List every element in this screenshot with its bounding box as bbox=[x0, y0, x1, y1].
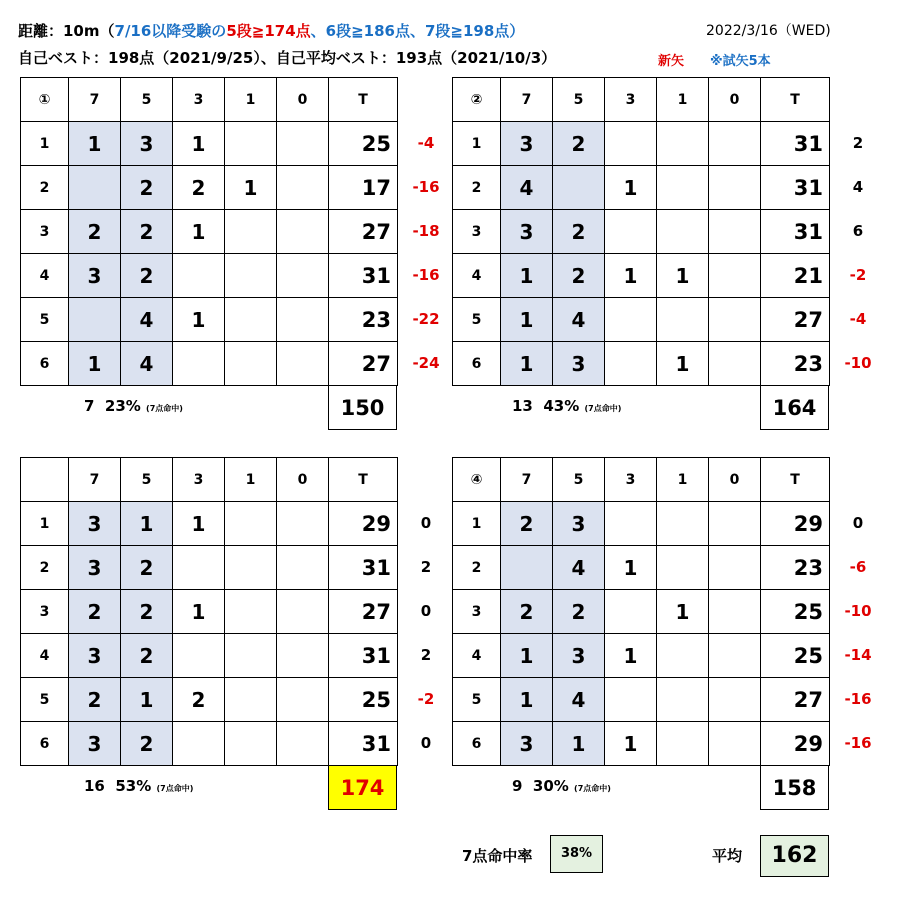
round-total: 164 bbox=[760, 386, 829, 430]
column-header-1: 1 bbox=[657, 78, 709, 122]
session-date: 2022/3/16（WED) bbox=[706, 23, 831, 39]
count-0-cell bbox=[709, 502, 761, 546]
count-3-cell bbox=[605, 210, 657, 254]
count-1-cell bbox=[657, 122, 709, 166]
end-number: 5 bbox=[21, 298, 69, 342]
count-0-cell bbox=[709, 678, 761, 722]
count-5-cell: 2 bbox=[121, 210, 173, 254]
count-3-cell bbox=[173, 546, 225, 590]
score-diff: -2 bbox=[849, 266, 867, 284]
count-1-cell bbox=[657, 678, 709, 722]
table-row bbox=[21, 546, 398, 590]
score-diff: -10 bbox=[844, 354, 872, 372]
exam-date-note: 7/16以降受験の bbox=[114, 22, 227, 40]
score-table bbox=[452, 457, 830, 766]
count-5-cell: 3 bbox=[553, 502, 605, 546]
count-1-cell bbox=[225, 634, 277, 678]
count-1-cell bbox=[225, 122, 277, 166]
count-7-cell: 2 bbox=[501, 502, 553, 546]
column-header-1: 1 bbox=[225, 458, 277, 502]
count-1-cell bbox=[657, 546, 709, 590]
count-0-cell bbox=[709, 634, 761, 678]
end-number: 6 bbox=[453, 342, 501, 386]
score-diff: -16 bbox=[412, 266, 440, 284]
count-3-cell: 2 bbox=[173, 678, 225, 722]
count-0-cell bbox=[709, 254, 761, 298]
end-total-cell: 17 bbox=[329, 166, 398, 210]
table-row bbox=[453, 210, 830, 254]
count-3-cell bbox=[605, 122, 657, 166]
column-header-7: 7 bbox=[501, 458, 553, 502]
end-number: 5 bbox=[21, 678, 69, 722]
column-header-7: 7 bbox=[501, 78, 553, 122]
count-5-cell: 2 bbox=[121, 590, 173, 634]
hit-count: 9 bbox=[512, 777, 523, 795]
count-0-cell bbox=[709, 722, 761, 766]
average-label: 平均 bbox=[712, 847, 743, 865]
table-row bbox=[453, 166, 830, 210]
count-5-cell: 2 bbox=[553, 254, 605, 298]
hit-percent: 43% bbox=[543, 397, 580, 415]
column-header-0: 0 bbox=[709, 458, 761, 502]
count-5-cell: 2 bbox=[553, 210, 605, 254]
count-1-cell bbox=[657, 722, 709, 766]
count-1-cell bbox=[225, 210, 277, 254]
count-1-cell bbox=[225, 254, 277, 298]
table-row bbox=[21, 722, 398, 766]
round-label bbox=[21, 458, 69, 502]
column-header-3: 3 bbox=[605, 78, 657, 122]
table-row bbox=[453, 298, 830, 342]
count-7-cell: 3 bbox=[69, 546, 121, 590]
count-7-cell: 3 bbox=[501, 210, 553, 254]
count-0-cell bbox=[709, 166, 761, 210]
count-3-cell bbox=[605, 298, 657, 342]
count-3-cell: 1 bbox=[173, 590, 225, 634]
count-7-cell: 1 bbox=[69, 122, 121, 166]
count-5-cell: 2 bbox=[553, 122, 605, 166]
end-total-cell: 29 bbox=[761, 722, 830, 766]
count-1-cell bbox=[657, 634, 709, 678]
column-header-3: 3 bbox=[605, 458, 657, 502]
score-diff: -2 bbox=[417, 690, 435, 708]
end-total-cell: 27 bbox=[329, 342, 398, 386]
count-5-cell bbox=[553, 166, 605, 210]
count-1-cell bbox=[657, 298, 709, 342]
count-3-cell: 1 bbox=[173, 210, 225, 254]
table-row bbox=[21, 254, 398, 298]
round-block-2 bbox=[452, 77, 872, 420]
end-number: 6 bbox=[21, 342, 69, 386]
count-7-cell: 2 bbox=[69, 210, 121, 254]
end-number: 1 bbox=[453, 502, 501, 546]
count-0-cell bbox=[709, 298, 761, 342]
count-7-cell: 3 bbox=[69, 722, 121, 766]
round-label: ① bbox=[21, 78, 69, 122]
count-1-cell bbox=[225, 298, 277, 342]
count-0-cell bbox=[277, 590, 329, 634]
hit-note: (7点命中) bbox=[574, 784, 611, 793]
table-row bbox=[453, 254, 830, 298]
count-5-cell: 2 bbox=[553, 590, 605, 634]
count-3-cell: 1 bbox=[605, 254, 657, 298]
count-1-cell bbox=[657, 210, 709, 254]
score-diff: -14 bbox=[844, 646, 872, 664]
count-5-cell: 4 bbox=[121, 342, 173, 386]
end-total-cell: 25 bbox=[761, 590, 830, 634]
count-7-cell: 1 bbox=[501, 342, 553, 386]
score-diff: 4 bbox=[852, 178, 864, 196]
round-total: 158 bbox=[760, 766, 829, 810]
hit-note: (7点命中) bbox=[584, 404, 622, 413]
count-5-cell: 3 bbox=[553, 342, 605, 386]
end-total-cell: 29 bbox=[761, 502, 830, 546]
count-0-cell bbox=[709, 122, 761, 166]
dan5-threshold: 5段≧174点 bbox=[226, 22, 311, 40]
hit-rate-value: 38% bbox=[550, 835, 603, 873]
count-5-cell: 3 bbox=[553, 634, 605, 678]
hit-count: 7 bbox=[84, 397, 95, 415]
count-7-cell: 3 bbox=[69, 254, 121, 298]
count-5-cell: 2 bbox=[121, 634, 173, 678]
end-number: 2 bbox=[21, 166, 69, 210]
count-3-cell bbox=[605, 342, 657, 386]
round-block-4 bbox=[452, 457, 872, 800]
count-5-cell: 4 bbox=[553, 298, 605, 342]
count-3-cell bbox=[605, 502, 657, 546]
round-total: 174 bbox=[328, 766, 397, 810]
score-table bbox=[20, 77, 398, 386]
end-total-cell: 21 bbox=[761, 254, 830, 298]
count-7-cell bbox=[69, 166, 121, 210]
count-5-cell: 2 bbox=[121, 722, 173, 766]
end-number: 5 bbox=[453, 678, 501, 722]
table-header-row bbox=[453, 78, 830, 122]
end-number: 4 bbox=[21, 634, 69, 678]
end-total-cell: 29 bbox=[329, 502, 398, 546]
hit-note: (7点命中) bbox=[146, 404, 183, 413]
column-header-total: T bbox=[761, 458, 830, 502]
count-5-cell: 1 bbox=[553, 722, 605, 766]
hit-count: 13 bbox=[512, 397, 533, 415]
count-7-cell: 3 bbox=[69, 634, 121, 678]
score-diff: 2 bbox=[852, 134, 864, 152]
count-3-cell bbox=[173, 722, 225, 766]
end-number: 4 bbox=[21, 254, 69, 298]
column-header-1: 1 bbox=[657, 458, 709, 502]
end-number: 6 bbox=[453, 722, 501, 766]
distance-line bbox=[18, 20, 524, 41]
count-3-cell bbox=[173, 254, 225, 298]
count-1-cell bbox=[225, 342, 277, 386]
count-0-cell bbox=[277, 722, 329, 766]
column-header-3: 3 bbox=[173, 78, 225, 122]
score-diff: 0 bbox=[852, 514, 864, 532]
count-1-cell: 1 bbox=[657, 590, 709, 634]
personal-best-line: 自己ベスト：198点（2021/9/25）、自己平均ベスト：193点（2021/10/3） bbox=[18, 49, 557, 67]
end-total-cell: 27 bbox=[329, 590, 398, 634]
column-header-total: T bbox=[329, 78, 398, 122]
end-number: 3 bbox=[453, 210, 501, 254]
count-3-cell bbox=[173, 342, 225, 386]
column-header-5: 5 bbox=[553, 458, 605, 502]
table-row bbox=[453, 634, 830, 678]
count-3-cell bbox=[173, 634, 225, 678]
end-total-cell: 25 bbox=[761, 634, 830, 678]
score-diff: -6 bbox=[849, 558, 867, 576]
end-number: 2 bbox=[453, 546, 501, 590]
table-row bbox=[21, 590, 398, 634]
round-block-1 bbox=[20, 77, 440, 420]
count-0-cell bbox=[277, 502, 329, 546]
count-7-cell: 4 bbox=[501, 166, 553, 210]
score-diff: -4 bbox=[849, 310, 867, 328]
count-0-cell bbox=[277, 254, 329, 298]
count-3-cell: 1 bbox=[605, 634, 657, 678]
count-5-cell: 4 bbox=[553, 678, 605, 722]
column-header-5: 5 bbox=[121, 458, 173, 502]
score-table bbox=[452, 77, 830, 386]
count-0-cell bbox=[277, 166, 329, 210]
score-diff: 0 bbox=[420, 734, 432, 752]
end-total-cell: 31 bbox=[329, 722, 398, 766]
hit-rate-label: 7点命中率 bbox=[462, 847, 533, 865]
round-label: ② bbox=[453, 78, 501, 122]
table-header-row bbox=[21, 78, 398, 122]
average-value: 162 bbox=[760, 835, 829, 877]
end-number: 6 bbox=[21, 722, 69, 766]
end-number: 5 bbox=[453, 298, 501, 342]
count-0-cell bbox=[277, 546, 329, 590]
count-1-cell: 1 bbox=[657, 254, 709, 298]
score-diff: -16 bbox=[412, 178, 440, 196]
count-5-cell: 1 bbox=[121, 678, 173, 722]
end-number: 1 bbox=[21, 502, 69, 546]
end-total-cell: 31 bbox=[761, 166, 830, 210]
count-3-cell: 1 bbox=[605, 546, 657, 590]
count-7-cell: 3 bbox=[501, 122, 553, 166]
column-header-total: T bbox=[329, 458, 398, 502]
count-7-cell: 1 bbox=[501, 678, 553, 722]
count-0-cell bbox=[277, 210, 329, 254]
end-total-cell: 27 bbox=[329, 210, 398, 254]
hit-count: 16 bbox=[84, 777, 105, 795]
count-0-cell bbox=[709, 546, 761, 590]
count-7-cell: 1 bbox=[69, 342, 121, 386]
hit-summary bbox=[512, 397, 621, 415]
table-row bbox=[21, 342, 398, 386]
end-total-cell: 23 bbox=[329, 298, 398, 342]
new-arrow-label: 新矢 bbox=[658, 54, 685, 69]
trial-arrow-note: ※試矢5本 bbox=[710, 54, 771, 69]
column-header-0: 0 bbox=[277, 458, 329, 502]
count-1-cell bbox=[225, 546, 277, 590]
end-total-cell: 23 bbox=[761, 342, 830, 386]
column-header-7: 7 bbox=[69, 78, 121, 122]
score-diff: 2 bbox=[420, 646, 432, 664]
end-number: 1 bbox=[21, 122, 69, 166]
hit-note: (7点命中) bbox=[156, 784, 194, 793]
end-number: 3 bbox=[453, 590, 501, 634]
count-3-cell: 1 bbox=[173, 502, 225, 546]
count-7-cell: 2 bbox=[69, 678, 121, 722]
count-7-cell: 1 bbox=[501, 634, 553, 678]
end-number: 1 bbox=[453, 122, 501, 166]
end-total-cell: 27 bbox=[761, 298, 830, 342]
diff-column bbox=[830, 121, 886, 385]
column-header-total: T bbox=[761, 78, 830, 122]
table-header-row bbox=[453, 458, 830, 502]
score-diff: 2 bbox=[420, 558, 432, 576]
column-header-0: 0 bbox=[709, 78, 761, 122]
table-row bbox=[21, 166, 398, 210]
count-7-cell: 1 bbox=[501, 298, 553, 342]
column-header-1: 1 bbox=[225, 78, 277, 122]
count-7-cell bbox=[69, 298, 121, 342]
count-3-cell: 2 bbox=[173, 166, 225, 210]
table-row bbox=[453, 546, 830, 590]
count-7-cell: 1 bbox=[501, 254, 553, 298]
hit-percent: 23% bbox=[104, 397, 141, 415]
count-0-cell bbox=[277, 298, 329, 342]
score-diff: -16 bbox=[844, 734, 872, 752]
end-total-cell: 25 bbox=[329, 122, 398, 166]
score-diff: 0 bbox=[420, 602, 432, 620]
count-0-cell bbox=[277, 122, 329, 166]
count-0-cell bbox=[277, 342, 329, 386]
round-label: ④ bbox=[453, 458, 501, 502]
count-1-cell: 1 bbox=[225, 166, 277, 210]
count-1-cell: 1 bbox=[657, 342, 709, 386]
end-total-cell: 31 bbox=[329, 634, 398, 678]
table-row bbox=[21, 298, 398, 342]
hit-percent: 30% bbox=[532, 777, 569, 795]
count-1-cell bbox=[657, 502, 709, 546]
end-number: 3 bbox=[21, 210, 69, 254]
table-row bbox=[453, 590, 830, 634]
score-diff: -4 bbox=[417, 134, 435, 152]
round-block-3 bbox=[20, 457, 435, 800]
score-table bbox=[20, 457, 398, 766]
count-0-cell bbox=[277, 634, 329, 678]
count-0-cell bbox=[709, 210, 761, 254]
diff-column bbox=[398, 121, 454, 385]
diff-column bbox=[398, 501, 454, 765]
table-row bbox=[453, 122, 830, 166]
count-0-cell bbox=[709, 590, 761, 634]
count-5-cell: 3 bbox=[121, 122, 173, 166]
column-header-5: 5 bbox=[553, 78, 605, 122]
table-row bbox=[21, 210, 398, 254]
column-header-5: 5 bbox=[121, 78, 173, 122]
hit-summary bbox=[512, 777, 611, 795]
table-row bbox=[453, 342, 830, 386]
end-number: 3 bbox=[21, 590, 69, 634]
count-1-cell bbox=[225, 590, 277, 634]
end-total-cell: 31 bbox=[761, 122, 830, 166]
score-diff: -16 bbox=[844, 690, 872, 708]
end-total-cell: 31 bbox=[329, 254, 398, 298]
score-diff: 6 bbox=[852, 222, 864, 240]
table-row bbox=[21, 502, 398, 546]
column-header-3: 3 bbox=[173, 458, 225, 502]
table-row bbox=[21, 678, 398, 722]
count-5-cell: 4 bbox=[553, 546, 605, 590]
count-5-cell: 2 bbox=[121, 254, 173, 298]
count-5-cell: 4 bbox=[121, 298, 173, 342]
diff-column bbox=[830, 501, 886, 765]
table-row bbox=[453, 722, 830, 766]
score-diff: -10 bbox=[844, 602, 872, 620]
score-diff: -22 bbox=[412, 310, 440, 328]
count-7-cell: 3 bbox=[501, 722, 553, 766]
end-total-cell: 27 bbox=[761, 678, 830, 722]
end-number: 4 bbox=[453, 254, 501, 298]
end-number: 4 bbox=[453, 634, 501, 678]
count-7-cell bbox=[501, 546, 553, 590]
distance-label: 距離：10m（ bbox=[18, 22, 115, 40]
column-header-0: 0 bbox=[277, 78, 329, 122]
column-header-7: 7 bbox=[69, 458, 121, 502]
count-3-cell: 1 bbox=[605, 166, 657, 210]
end-total-cell: 31 bbox=[761, 210, 830, 254]
count-1-cell bbox=[225, 678, 277, 722]
count-3-cell bbox=[605, 678, 657, 722]
count-7-cell: 2 bbox=[69, 590, 121, 634]
count-7-cell: 3 bbox=[69, 502, 121, 546]
table-row bbox=[453, 502, 830, 546]
count-7-cell: 2 bbox=[501, 590, 553, 634]
count-3-cell: 1 bbox=[173, 122, 225, 166]
table-row bbox=[21, 122, 398, 166]
round-total: 150 bbox=[328, 386, 397, 430]
count-0-cell bbox=[709, 342, 761, 386]
end-total-cell: 25 bbox=[329, 678, 398, 722]
score-diff: -18 bbox=[412, 222, 440, 240]
count-0-cell bbox=[277, 678, 329, 722]
end-total-cell: 23 bbox=[761, 546, 830, 590]
count-3-cell: 1 bbox=[173, 298, 225, 342]
end-number: 2 bbox=[21, 546, 69, 590]
table-row bbox=[21, 634, 398, 678]
count-3-cell: 1 bbox=[605, 722, 657, 766]
table-header-row bbox=[21, 458, 398, 502]
table-row bbox=[453, 678, 830, 722]
count-1-cell bbox=[657, 166, 709, 210]
end-number: 2 bbox=[453, 166, 501, 210]
hit-percent: 53% bbox=[115, 777, 152, 795]
count-5-cell: 2 bbox=[121, 166, 173, 210]
other-thresholds: 、6段≧186点、7段≧198点） bbox=[310, 22, 525, 40]
count-1-cell bbox=[225, 722, 277, 766]
count-3-cell bbox=[605, 590, 657, 634]
count-5-cell: 1 bbox=[121, 502, 173, 546]
count-1-cell bbox=[225, 502, 277, 546]
end-total-cell: 31 bbox=[329, 546, 398, 590]
hit-summary bbox=[84, 777, 193, 795]
count-5-cell: 2 bbox=[121, 546, 173, 590]
score-diff: 0 bbox=[420, 514, 432, 532]
score-diff: -24 bbox=[412, 354, 440, 372]
hit-summary bbox=[84, 397, 183, 415]
